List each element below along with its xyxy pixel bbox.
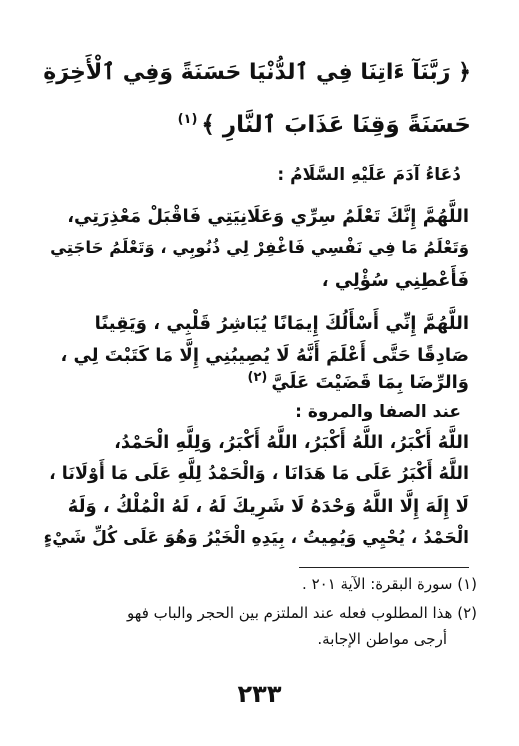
safa-line-2: اللَّهُ أَكْبَرُ عَلَى مَا هَدَانَا ، وَالْحَمْدُ لِلَّهِ عَلَى مَا أَوْلَانَا ، [49,464,469,484]
second-dua-line-3-text: وَالرِّضَا بِمَا قَضَيْتَ عَلَيَّ [271,372,469,393]
footnote-ref-1: (١) [177,112,198,128]
adam-dua-line-2: وَتَعْلَمُ مَا فِي نَفْسِي فَاغْفِرْ لِي ذُنُوبِي ، وَتَعْلَمُ حَاجَتِي [50,238,469,257]
second-dua-line-2: صَادِقًا حَتَّى أَعْلَمَ أَنَّهُ لَا يُصِيبُنِي إِلَّا مَا كَتَبْتَ لِي ، [60,345,469,366]
verse-line-2 [178,112,471,138]
footnote-1: (١) سورة البقرة: الآية ٢٠١ . [302,575,477,593]
footnote-2-line-1: (٢) هذا المطلوب فعله عند الملتزم بين الحجر والباب فهو [127,604,477,622]
footnote-divider [299,567,469,568]
safa-marwa-heading: عند الصفا والمروة : [295,402,461,422]
footnote-ref-2: (٢) [247,370,268,385]
safa-line-1: اللَّهُ أَكْبَرُ، اللَّهُ أَكْبَرُ، اللَّهُ أَكْبَرُ، وَلِلَّهِ الْحَمْدُ، [114,432,469,453]
verse-line-2-text: حَسَنَةً وَقِنَا عَذَابَ ٱلنَّارِ ﴾ [201,112,471,138]
page-number: ٢٣٣ [237,680,282,708]
safa-line-3: لَا إِلَهَ إِلَّا اللَّهُ وَحْدَهُ لَا شَرِيكَ لَهُ ، لَهُ الْمُلْكُ ، وَلَهُ [67,496,469,517]
adam-dua-heading: دُعَاءُ آدَمَ عَلَيْهِ السَّلَامُ : [277,165,461,185]
second-dua-line-1: اللَّهُمَّ إِنِّي أَسْأَلُكَ إِيمَانًا يُبَاشِرُ قَلْبِي ، وَيَقِينًا [94,313,469,334]
adam-dua-line-1: اللَّهُمَّ إِنَّكَ تَعْلَمُ سِرِّي وَعَلَانِيَتِي فَاقْبَلْ مَعْذِرَتِي، [67,206,469,227]
adam-dua-line-3: فَأَعْطِنِي سُؤْلِي ، [321,270,469,291]
verse-line-1: ﴿ رَبَّنَآ ءَاتِنَا فِي ٱلدُّنْيَا حَسَنَةً وَفِي ٱلْأَخِرَةِ [43,60,471,85]
footnote-2-line-2: أرجى مواطن الإجابة. [317,630,447,648]
second-dua-line-3 [248,370,469,393]
safa-line-4: الْحَمْدُ ، يُحْيِي وَيُمِيتُ ، بِيَدِهِ الْخَيْرُ وَهُوَ عَلَى كُلِّ شَيْءٍ [43,528,469,548]
